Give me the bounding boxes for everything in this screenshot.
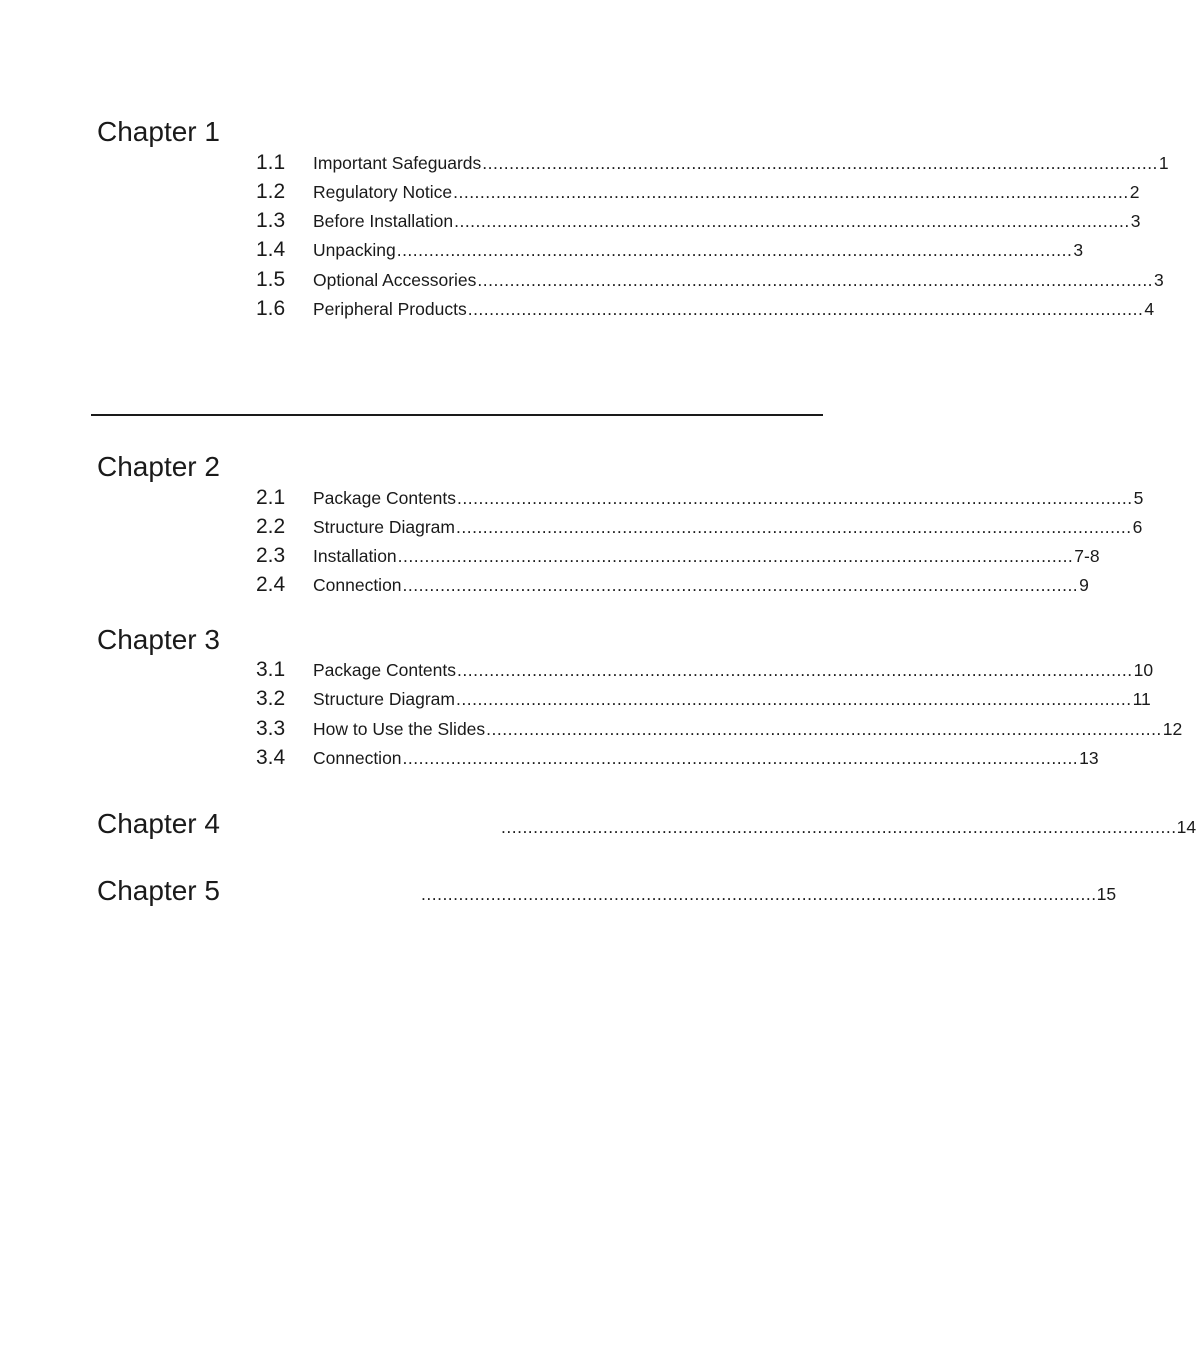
entry-number: 2.2: [256, 515, 286, 538]
entry-title: Structure Diagram: [313, 517, 455, 537]
toc-entry-1-1[interactable]: [256, 151, 1169, 175]
entry-page: 11: [1132, 689, 1151, 709]
entry-title: Regulatory Notice: [313, 182, 453, 202]
dot-leader: ..............................................................................................................................: [482, 153, 1158, 173]
dot-leader: ..............................................................................................................................: [457, 488, 1133, 508]
toc-entry-3-1[interactable]: [256, 658, 1154, 682]
toc-entry-1-5[interactable]: [256, 268, 1164, 292]
dot-leader: ..............................................................................................................................: [402, 748, 1079, 768]
entry-number: 3.4: [256, 746, 286, 769]
dot-leader: ..............................................................................................................................: [397, 546, 1074, 566]
toc-entry-2-4[interactable]: [256, 573, 1089, 597]
section-divider: [91, 414, 823, 416]
entry-number: 3.1: [256, 658, 286, 681]
toc-entry-1-6[interactable]: [256, 297, 1155, 321]
entry-title: Installation: [313, 546, 397, 566]
dot-leader: ..............................................................................................................................: [396, 240, 1073, 260]
entry-page: 3: [1073, 240, 1084, 260]
entry-page: 14: [1176, 817, 1196, 837]
toc-entry-2-3[interactable]: [256, 544, 1100, 568]
entry-title: Important Safeguards: [313, 153, 482, 173]
toc-entry-2-2[interactable]: [256, 515, 1143, 539]
entry-number: 2.3: [256, 544, 286, 567]
dot-leader: ..............................................................................................................................: [501, 817, 1177, 837]
toc-entry-1-3[interactable]: [256, 209, 1141, 233]
entry-number: 1.1: [256, 151, 286, 174]
toc-entry-3-4[interactable]: [256, 746, 1099, 770]
dot-leader: ..............................................................................................................................: [457, 660, 1133, 680]
entry-number: 1.3: [256, 209, 286, 232]
entry-page: 3: [1154, 270, 1164, 290]
dot-leader: ..............................................................................................................................: [454, 211, 1130, 231]
entry-number: 3.2: [256, 687, 286, 710]
dot-leader: ..............................................................................................................................: [477, 270, 1154, 290]
entry-title: How to Use the Slides: [313, 719, 486, 739]
entry-page: 2: [1129, 182, 1140, 202]
entry-page: 7-8: [1074, 546, 1100, 566]
chapter-3-title: Chapter 3: [97, 624, 220, 655]
chapter-2-title: Chapter 2: [97, 451, 220, 482]
toc-entry-3-3[interactable]: [256, 717, 1183, 741]
entry-number: 2.1: [256, 486, 286, 509]
entry-title: Structure Diagram: [313, 689, 455, 709]
dot-leader: ..............................................................................................................................: [486, 719, 1162, 739]
entry-title: Connection: [313, 575, 402, 595]
toc-entry-3-2[interactable]: [256, 687, 1151, 711]
dot-leader: ..............................................................................................................................: [402, 575, 1079, 595]
entry-number: 1.2: [256, 180, 286, 203]
entry-page: 5: [1133, 488, 1144, 508]
entry-title: Package Contents: [313, 660, 457, 680]
entry-title: Package Contents: [313, 488, 457, 508]
toc-entry-chapter-4[interactable]: [501, 815, 1196, 839]
entry-title: Peripheral Products: [313, 299, 467, 319]
dot-leader: ..............................................................................................................................: [453, 182, 1129, 202]
dot-leader: ..............................................................................................................................: [456, 517, 1132, 537]
entry-title: Optional Accessories: [313, 270, 477, 290]
entry-number: 1.4: [256, 238, 286, 261]
entry-page: 1: [1158, 153, 1169, 173]
entry-title: Before Installation: [313, 211, 454, 231]
dot-leader: ..............................................................................................................................: [421, 884, 1097, 904]
entry-page: 6: [1132, 517, 1143, 537]
toc-entry-2-1[interactable]: [256, 486, 1144, 510]
toc-entry-1-2[interactable]: [256, 180, 1140, 204]
entry-number: 2.4: [256, 573, 286, 596]
entry-title: Connection: [313, 748, 402, 768]
entry-page: 4: [1144, 299, 1155, 319]
entry-page: 13: [1079, 748, 1099, 768]
entry-number: 3.3: [256, 717, 286, 740]
entry-title: Unpacking: [313, 240, 396, 260]
dot-leader: ..............................................................................................................................: [467, 299, 1144, 319]
toc-entry-chapter-5[interactable]: [421, 882, 1117, 906]
entry-number: 1.6: [256, 297, 286, 320]
entry-number: 1.5: [256, 268, 286, 291]
chapter-5-title: Chapter 5: [97, 875, 220, 906]
toc-entry-1-4[interactable]: [256, 238, 1084, 262]
chapter-4-title: Chapter 4: [97, 808, 220, 839]
entry-page: 10: [1133, 660, 1154, 680]
entry-page: 15: [1096, 884, 1117, 904]
dot-leader: ..............................................................................................................................: [456, 689, 1132, 709]
entry-page: 12: [1162, 719, 1183, 739]
entry-page: 3: [1130, 211, 1141, 231]
chapter-1-title: Chapter 1: [97, 116, 220, 147]
entry-page: 9: [1079, 575, 1089, 595]
